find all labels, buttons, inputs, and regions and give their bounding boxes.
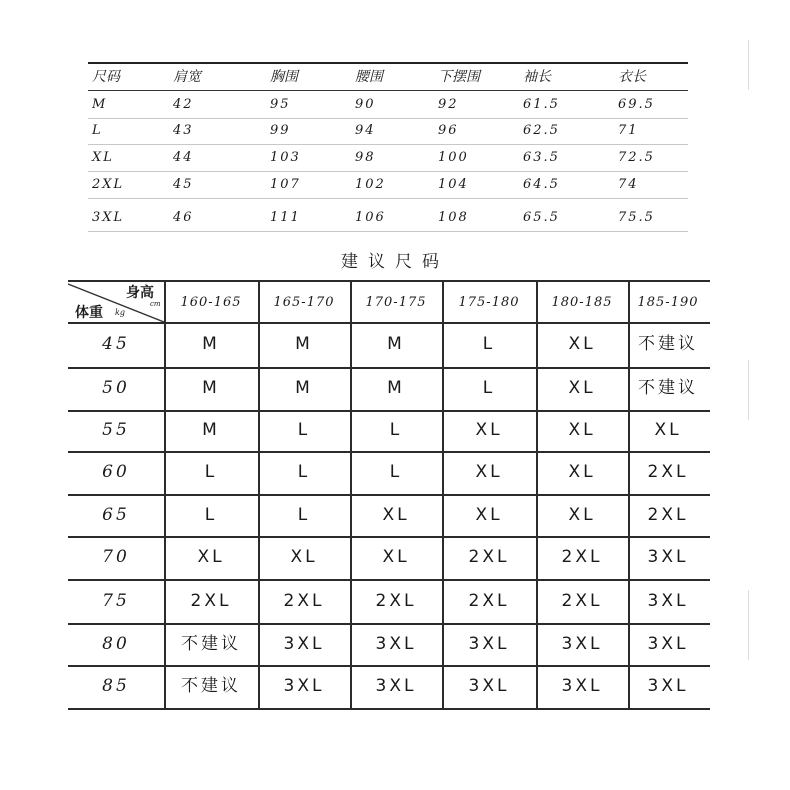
measurement-cell: 74 <box>618 177 639 192</box>
size-recommendation-cell: 3XL <box>468 676 510 696</box>
size-recommendation-cell: M <box>202 420 220 440</box>
size-recommendation-cell: XL <box>290 547 318 567</box>
table-row <box>88 145 688 171</box>
size-recommendation-cell: XL <box>382 505 410 525</box>
measurement-cell: 99 <box>270 123 291 138</box>
size-recommendation-cell: XL <box>568 378 596 398</box>
size-recommendation-cell: 3XL <box>283 676 325 696</box>
size-recommendation-cell: 不建议 <box>638 378 698 398</box>
size-recommendation-cell: 3XL <box>647 591 689 611</box>
size-recommendation-cell: 2XL <box>561 591 603 611</box>
weight-label: 85 <box>102 676 130 696</box>
size-recommendation-cell: M <box>202 334 220 354</box>
size-recommendation-cell: 2XL <box>283 591 325 611</box>
measurement-cell: 104 <box>438 177 469 192</box>
size-recommendation-cell: XL <box>568 334 596 354</box>
size-recommendation-cell: L <box>297 462 311 482</box>
measurement-cell: 107 <box>270 177 301 192</box>
corner-height-unit: cm <box>150 300 161 308</box>
size-recommendation-cell: 3XL <box>561 634 603 654</box>
edge-mark <box>748 40 749 90</box>
size-recommendation-cell: 2XL <box>647 462 689 482</box>
measurement-header-cell: 腰围 <box>355 69 383 85</box>
size-recommendation-cell: L <box>389 420 403 440</box>
measurement-cell: 61.5 <box>523 97 560 112</box>
size-recommendation-cell: XL <box>568 420 596 440</box>
measurement-cell: 103 <box>270 150 301 165</box>
measurement-cell: 69.5 <box>618 97 655 112</box>
weight-label: 65 <box>102 505 130 525</box>
measurement-cell: 46 <box>173 210 194 225</box>
size-recommendation-cell: 3XL <box>647 676 689 696</box>
size-recommendation-cell: 3XL <box>283 634 325 654</box>
size-recommendation-cell: 3XL <box>468 634 510 654</box>
size-recommendation-cell: L <box>204 462 218 482</box>
measurement-cell: 43 <box>173 123 194 138</box>
size-recommendation-cell: XL <box>197 547 225 567</box>
row-divider <box>88 231 688 232</box>
table-top-rule <box>88 62 688 64</box>
table-row <box>88 92 688 118</box>
measurement-header-cell: 尺码 <box>92 69 120 85</box>
row-divider <box>88 198 688 199</box>
size-label-cell: XL <box>92 150 114 165</box>
measurement-cell: 62.5 <box>523 123 560 138</box>
size-recommendation-cell: 3XL <box>375 676 417 696</box>
size-recommendation-cell: M <box>387 378 405 398</box>
size-recommendation-cell: 不建议 <box>181 634 241 654</box>
size-recommendation-cell: 不建议 <box>638 334 698 354</box>
measurement-cell: 42 <box>173 97 194 112</box>
size-recommendation-cell: L <box>482 334 496 354</box>
size-recommendation-cell: XL <box>475 505 503 525</box>
size-recommendation-cell: L <box>297 505 311 525</box>
size-recommendation-cell: 2XL <box>190 591 232 611</box>
size-recommendation-cell: XL <box>568 462 596 482</box>
size-recommendation-cell: 3XL <box>561 676 603 696</box>
measurement-cell: 108 <box>438 210 469 225</box>
measurement-cell: 44 <box>173 150 194 165</box>
corner-weight-unit: kg <box>115 308 125 317</box>
weight-label: 70 <box>102 547 130 567</box>
weight-label: 75 <box>102 591 130 611</box>
size-recommendation-grid <box>68 280 710 710</box>
height-range-header: 175-180 <box>458 295 520 310</box>
size-recommendation-cell: L <box>389 462 403 482</box>
size-recommendation-cell: M <box>202 378 220 398</box>
height-range-header: 165-170 <box>273 295 335 310</box>
measurement-cell: 64.5 <box>523 177 560 192</box>
table-header-rule <box>88 90 688 91</box>
size-recommendation-cell: 2XL <box>468 547 510 567</box>
size-recommendation-cell: 3XL <box>375 634 417 654</box>
height-range-header: 185-190 <box>637 295 699 310</box>
size-recommendation-cell: 不建议 <box>181 676 241 696</box>
measurement-cell: 72.5 <box>618 150 655 165</box>
corner-weight-label: 体重 <box>75 305 103 321</box>
table-row <box>88 118 688 144</box>
weight-label: 60 <box>102 462 130 482</box>
size-recommendation-cell: M <box>387 334 405 354</box>
measurement-cell: 71 <box>618 123 639 138</box>
size-recommendation-cell: 2XL <box>468 591 510 611</box>
measurement-cell: 65.5 <box>523 210 560 225</box>
size-recommendation-cell: L <box>297 420 311 440</box>
weight-label: 50 <box>102 378 130 398</box>
height-range-header: 180-185 <box>551 295 613 310</box>
measurement-cell: 45 <box>173 177 194 192</box>
weight-label: 45 <box>102 334 130 354</box>
size-recommendation-cell: XL <box>475 462 503 482</box>
measurement-header-cell: 衣长 <box>618 69 646 85</box>
measurement-header-cell: 下摆围 <box>438 69 480 85</box>
measurement-header-cell: 肩宽 <box>173 69 201 85</box>
measurement-cell: 100 <box>438 150 469 165</box>
measurement-cell: 102 <box>355 177 386 192</box>
measurement-header-cell: 胸围 <box>270 69 298 85</box>
measurement-header-cell: 袖长 <box>523 69 551 85</box>
measurement-cell: 98 <box>355 150 376 165</box>
size-recommendation-cell: XL <box>382 547 410 567</box>
recommendation-title: 建议尺码 <box>341 252 449 272</box>
size-label-cell: 3XL <box>92 210 125 225</box>
edge-mark <box>748 590 749 660</box>
weight-label: 55 <box>102 420 130 440</box>
measurement-cell: 92 <box>438 97 459 112</box>
corner-height-label: 身高 <box>126 285 154 301</box>
edge-mark <box>748 360 749 420</box>
measurement-cell: 96 <box>438 123 459 138</box>
height-range-header: 170-175 <box>365 295 427 310</box>
size-label-cell: M <box>92 97 108 112</box>
size-recommendation-cell: M <box>295 378 313 398</box>
measurement-cell: 95 <box>270 97 291 112</box>
measurement-cell: 111 <box>270 210 301 225</box>
size-recommendation-cell: M <box>295 334 313 354</box>
size-recommendation-cell: XL <box>475 420 503 440</box>
measurement-cell: 94 <box>355 123 376 138</box>
measurement-cell: 75.5 <box>618 210 655 225</box>
size-recommendation-cell: 2XL <box>647 505 689 525</box>
size-recommendation-cell: 2XL <box>375 591 417 611</box>
size-recommendation-cell: XL <box>568 505 596 525</box>
size-label-cell: L <box>92 123 103 138</box>
weight-label: 80 <box>102 634 130 654</box>
size-recommendation-cell: 3XL <box>647 547 689 567</box>
measurement-cell: 90 <box>355 97 376 112</box>
size-recommendation-cell: L <box>204 505 218 525</box>
size-recommendation-cell: 2XL <box>561 547 603 567</box>
table-row <box>88 205 688 231</box>
size-label-cell: 2XL <box>92 177 125 192</box>
table-row <box>88 172 688 198</box>
size-recommendation-cell: XL <box>654 420 682 440</box>
size-recommendation-cell: L <box>482 378 496 398</box>
measurement-cell: 106 <box>355 210 386 225</box>
height-range-header: 160-165 <box>180 295 242 310</box>
measurement-cell: 63.5 <box>523 150 560 165</box>
size-recommendation-cell: 3XL <box>647 634 689 654</box>
